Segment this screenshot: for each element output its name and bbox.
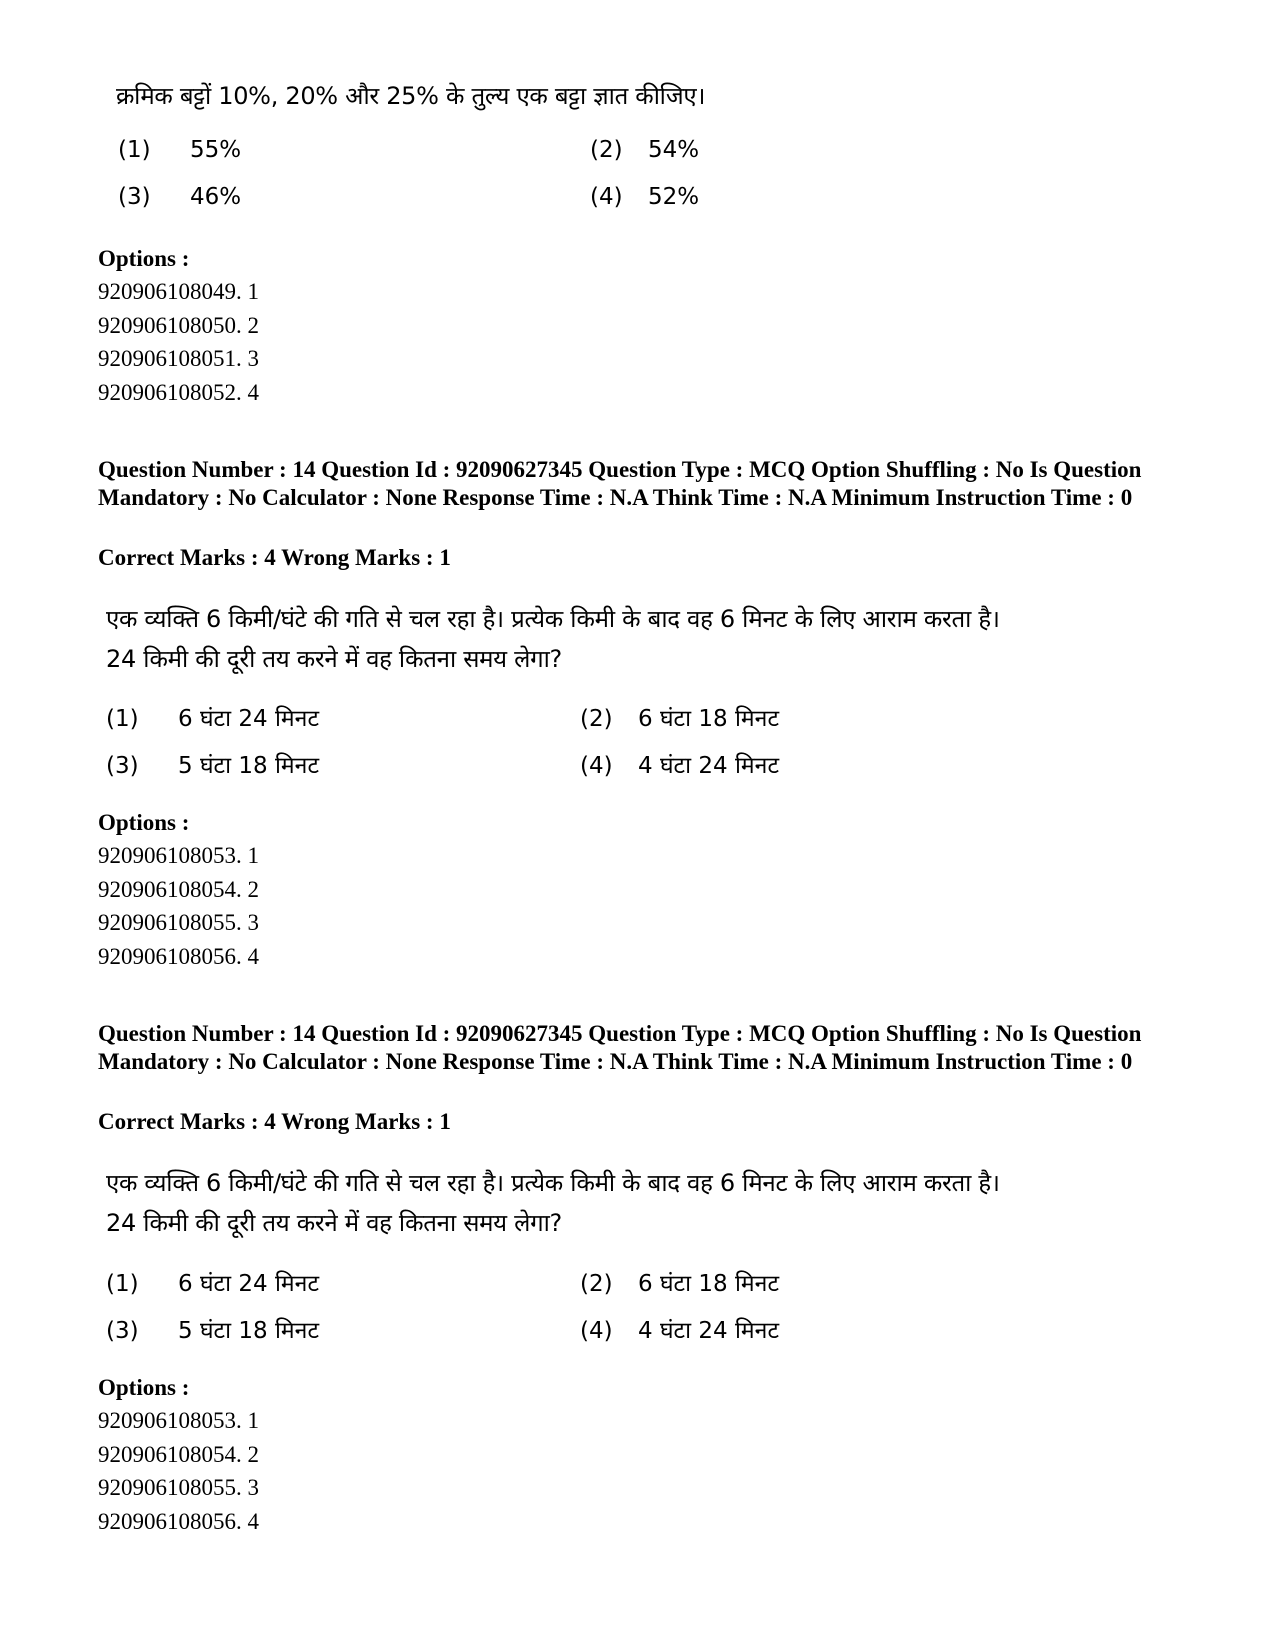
question-3-choice-1 xyxy=(106,1266,319,1298)
question-2-choice-1 xyxy=(106,701,319,733)
options-list xyxy=(98,1404,259,1538)
question-3-choice-4 xyxy=(580,1313,779,1345)
options-heading: Options : xyxy=(98,246,190,271)
marks-info: Correct Marks : 4 Wrong Marks : 1 xyxy=(98,545,451,570)
question-2-choice-4 xyxy=(580,748,779,780)
options-heading: Options : xyxy=(98,810,190,835)
choice-number: (2) xyxy=(590,137,623,163)
question-1-choice-4 xyxy=(590,184,699,210)
question-2-choice-2 xyxy=(580,701,779,733)
choice-number: (1) xyxy=(106,706,139,732)
question-2-text xyxy=(106,599,1000,679)
option-row: 920906108053. 1 xyxy=(98,843,259,868)
choice-number: (4) xyxy=(590,184,623,210)
question-line: 24 किमी की दूरी तय करने में वह कितना समय लेगा? xyxy=(106,1209,562,1237)
question-3-text xyxy=(106,1163,1000,1243)
option-row: 920906108051. 3 xyxy=(98,346,259,371)
option-row: 920906108056. 4 xyxy=(98,1508,259,1534)
choice-text: 6 घंटा 24 मिनट xyxy=(178,706,320,732)
choice-text: 6 घंटा 18 मिनट xyxy=(638,1271,780,1297)
question-1-text: क्रमिक बट्टों 10%, 20% और 25% के तुल्य एक बट्टा ज्ञात कीजिए। xyxy=(116,82,706,110)
choice-number: (3) xyxy=(106,1318,139,1344)
options-list xyxy=(98,839,259,973)
choice-number: (3) xyxy=(118,184,151,210)
option-row: 920906108055. 3 xyxy=(98,910,259,935)
question-3-choice-2 xyxy=(580,1266,779,1298)
choice-number: (2) xyxy=(580,706,613,732)
question-line: एक व्यक्ति 6 किमी/घंटे की गति से चल रहा है। प्रत्येक किमी के बाद वह 6 मिनट के लिए आराम करता है। xyxy=(106,1169,1000,1197)
question-line: एक व्यक्ति 6 किमी/घंटे की गति से चल रहा है। प्रत्येक किमी के बाद वह 6 मिनट के लिए आराम करता है। xyxy=(106,605,1000,633)
marks-info: Correct Marks : 4 Wrong Marks : 1 xyxy=(98,1109,451,1134)
options-heading: Options : xyxy=(98,1375,190,1400)
question-1-choice-2 xyxy=(590,137,699,163)
choice-number: (4) xyxy=(580,1318,613,1344)
question-3-choice-3 xyxy=(106,1313,319,1345)
choice-text: 55% xyxy=(190,137,242,163)
option-row: 920906108055. 3 xyxy=(98,1475,259,1500)
choice-number: (2) xyxy=(580,1271,613,1297)
option-row: 920906108054. 2 xyxy=(98,1441,259,1467)
choice-number: (1) xyxy=(118,137,151,163)
question-2-choice-3 xyxy=(106,748,319,780)
choice-number: (4) xyxy=(580,753,613,779)
question-line: 24 किमी की दूरी तय करने में वह कितना समय लेगा? xyxy=(106,645,562,673)
option-row: 920906108053. 1 xyxy=(98,1408,259,1433)
choice-text: 52% xyxy=(648,184,700,210)
choice-number: (1) xyxy=(106,1271,139,1297)
option-row: 920906108056. 4 xyxy=(98,943,259,969)
question-1-choice-1 xyxy=(118,137,241,163)
choice-text: 6 घंटा 18 मिनट xyxy=(638,706,780,732)
choice-text: 54% xyxy=(648,137,700,163)
question-1-choice-3 xyxy=(118,184,241,210)
choice-text: 4 घंटा 24 मिनट xyxy=(638,753,780,779)
option-row: 920906108054. 2 xyxy=(98,876,259,902)
choice-text: 5 घंटा 18 मिनट xyxy=(178,1318,320,1344)
question-meta: Question Number : 14 Question Id : 92090627345 Question Type : MCQ Option Shuffling : No Is Question Mandatory : No Calculator : None Response Time : N.A Think Time : N.A Minimum Instruction Time : 0 xyxy=(98,457,1142,510)
option-row: 920906108049. 1 xyxy=(98,279,259,304)
option-row: 920906108052. 4 xyxy=(98,379,259,405)
choice-text: 5 घंटा 18 मिनट xyxy=(178,753,320,779)
options-list xyxy=(98,275,259,409)
choice-text: 46% xyxy=(190,184,242,210)
option-row: 920906108050. 2 xyxy=(98,312,259,338)
question-meta: Question Number : 14 Question Id : 92090627345 Question Type : MCQ Option Shuffling : No Is Question Mandatory : No Calculator : None Response Time : N.A Think Time : N.A Minimum Instruction Time : 0 xyxy=(98,1021,1142,1074)
choice-number: (3) xyxy=(106,753,139,779)
choice-text: 6 घंटा 24 मिनट xyxy=(178,1271,320,1297)
choice-text: 4 घंटा 24 मिनट xyxy=(638,1318,780,1344)
